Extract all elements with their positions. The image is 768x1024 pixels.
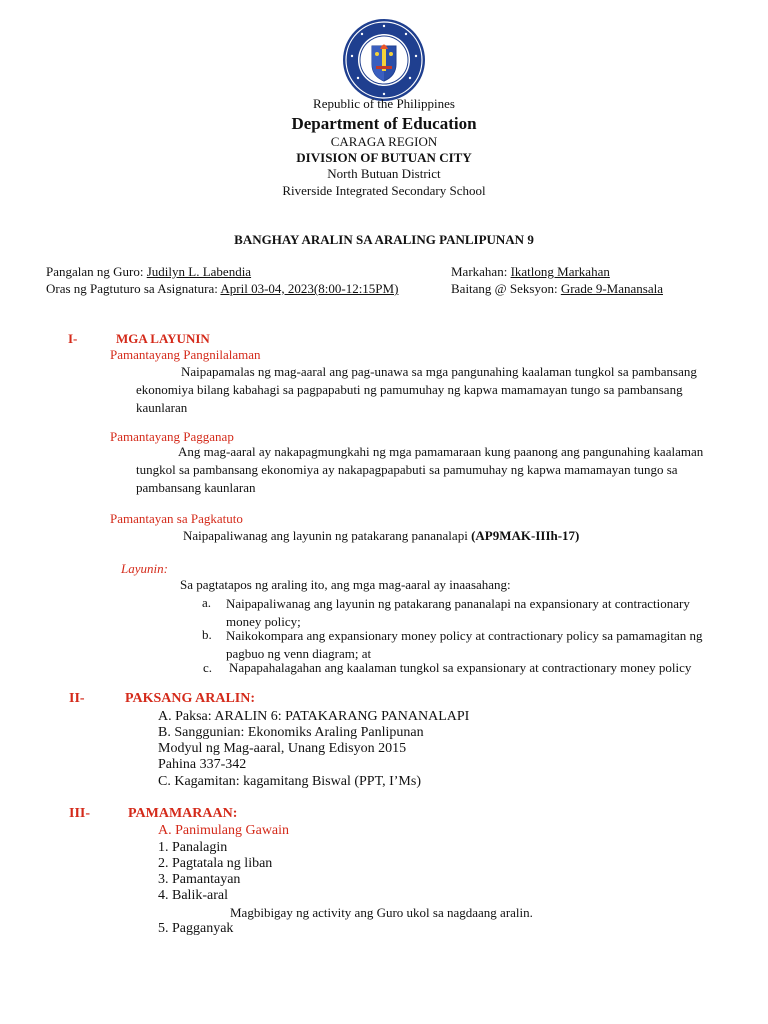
department-line: Department of Education: [291, 114, 477, 133]
learning-competency-code: (AP9MAK-IIIh-17): [471, 528, 580, 543]
division-line: DIVISION OF BUTUAN CITY: [296, 150, 472, 165]
objective-label: Layunin:: [121, 561, 168, 576]
reference-line: B. Sanggunian: Ekonomiks Araling Panlipunan: [158, 725, 424, 740]
schedule-label: Oras ng Pagtuturo sa Asignatura:: [46, 281, 221, 296]
schedule-value: April 03-04, 2023(8:00-12:15PM): [220, 281, 399, 296]
performance-standard-text: Ang mag-aaral ay nakapagmungkahi ng mga pamamaraan kung paanong ang pangunahing kaalaman tungkol sa pambansang ekonomiya ay nakapagpapabuti sa pamumuhay ng kapwa mamamayan tungo sa pambansang kaunlaran: [136, 444, 704, 495]
step-2: 2. Pagtatala ng liban: [158, 856, 273, 871]
objective-c-text: Napapahalagahan ang kaalaman tungkol sa expansionary at contractionary money policy: [229, 660, 692, 675]
teacher-row: [46, 264, 251, 280]
objective-c-letter: c.: [203, 660, 213, 675]
quarter-label: Markahan:: [451, 264, 511, 279]
step-1: 1. Panalagin: [158, 840, 228, 855]
objective-a-letter: a.: [202, 595, 212, 610]
learning-competency-heading: Pamantayan sa Pagkatuto: [110, 511, 243, 526]
section-row: [451, 281, 663, 297]
section-label: Baitang @ Seksyon:: [451, 281, 561, 296]
quarter-value: Ikatlong Markahan: [510, 264, 610, 279]
step-5: 5. Pagganyak: [158, 921, 234, 936]
republic-line: Republic of the Philippines: [313, 96, 455, 111]
review-note: Magbibigay ng activity ang Guro ukol sa nagdaang aralin.: [230, 905, 533, 920]
materials-line: C. Kagamitan: kagamitang Biswal (PPT, I’Ms): [158, 774, 421, 789]
content-standard-heading: Pamantayang Pangnilalaman: [110, 347, 261, 362]
step-3: 3. Pamantayan: [158, 872, 241, 887]
quarter-row: [451, 264, 610, 280]
step-4: 4. Balik-aral: [158, 888, 228, 903]
document-title: BANGHAY ARALIN SA ARALING PANLIPUNAN 9: [234, 232, 534, 247]
deped-seal-logo: [342, 18, 426, 102]
section2-title: PAKSANG ARALIN:: [125, 691, 256, 706]
topic-line: A. Paksa: ARALIN 6: PATAKARANG PANANALAPI: [158, 709, 470, 724]
pages-line: Pahina 337-342: [158, 757, 247, 772]
region-line: CARAGA REGION: [330, 134, 438, 149]
performance-standard-heading: Pamantayang Pagganap: [110, 429, 234, 444]
school-line: Riverside Integrated Secondary School: [282, 183, 486, 198]
objective-intro: Sa pagtatapos ng araling ito, ang mga mag-aaral ay inaasahang:: [180, 577, 511, 592]
section3-title: PAMAMARAAN:: [128, 806, 238, 821]
section1-number: I-: [68, 331, 78, 346]
teacher-value: Judilyn L. Labendia: [146, 264, 252, 279]
objective-a-text: Naipapaliwanag ang layunin ng patakarang pananalapi na expansionary at contractionary money policy;: [226, 596, 690, 629]
objective-b-text: Naikokompara ang expansionary money policy at contractionary policy sa pamamagitan ng pagbuo ng venn diagram; at: [226, 628, 703, 661]
section2-number: II-: [69, 691, 85, 706]
section-value: Grade 9-Manansala: [560, 281, 663, 296]
objective-b-letter: b.: [202, 627, 212, 642]
teacher-label: Pangalan ng Guro:: [46, 264, 147, 279]
content-standard-text: Naipapamalas ng mag-aaral ang pag-unawa sa mga pangunahing kaalaman tungkol sa pambansang ekonomiya bilang kabahagi sa pagpapabuti ng pamumuhay ng kapwa mamamayan tungo sa pambansang kaunlaran: [136, 364, 697, 415]
learning-competency-row: [183, 528, 579, 544]
district-line: North Butuan District: [327, 166, 441, 181]
preliminary-activities-heading: A. Panimulang Gawain: [158, 823, 290, 838]
module-line: Modyul ng Mag-aaral, Unang Edisyon 2015: [158, 741, 407, 756]
learning-competency-text: Naipapaliwanag ang layunin ng patakarang pananalapi: [183, 528, 472, 543]
schedule-row: [46, 281, 398, 297]
section1-title: MGA LAYUNIN: [116, 331, 210, 346]
section3-number: III-: [69, 806, 91, 821]
